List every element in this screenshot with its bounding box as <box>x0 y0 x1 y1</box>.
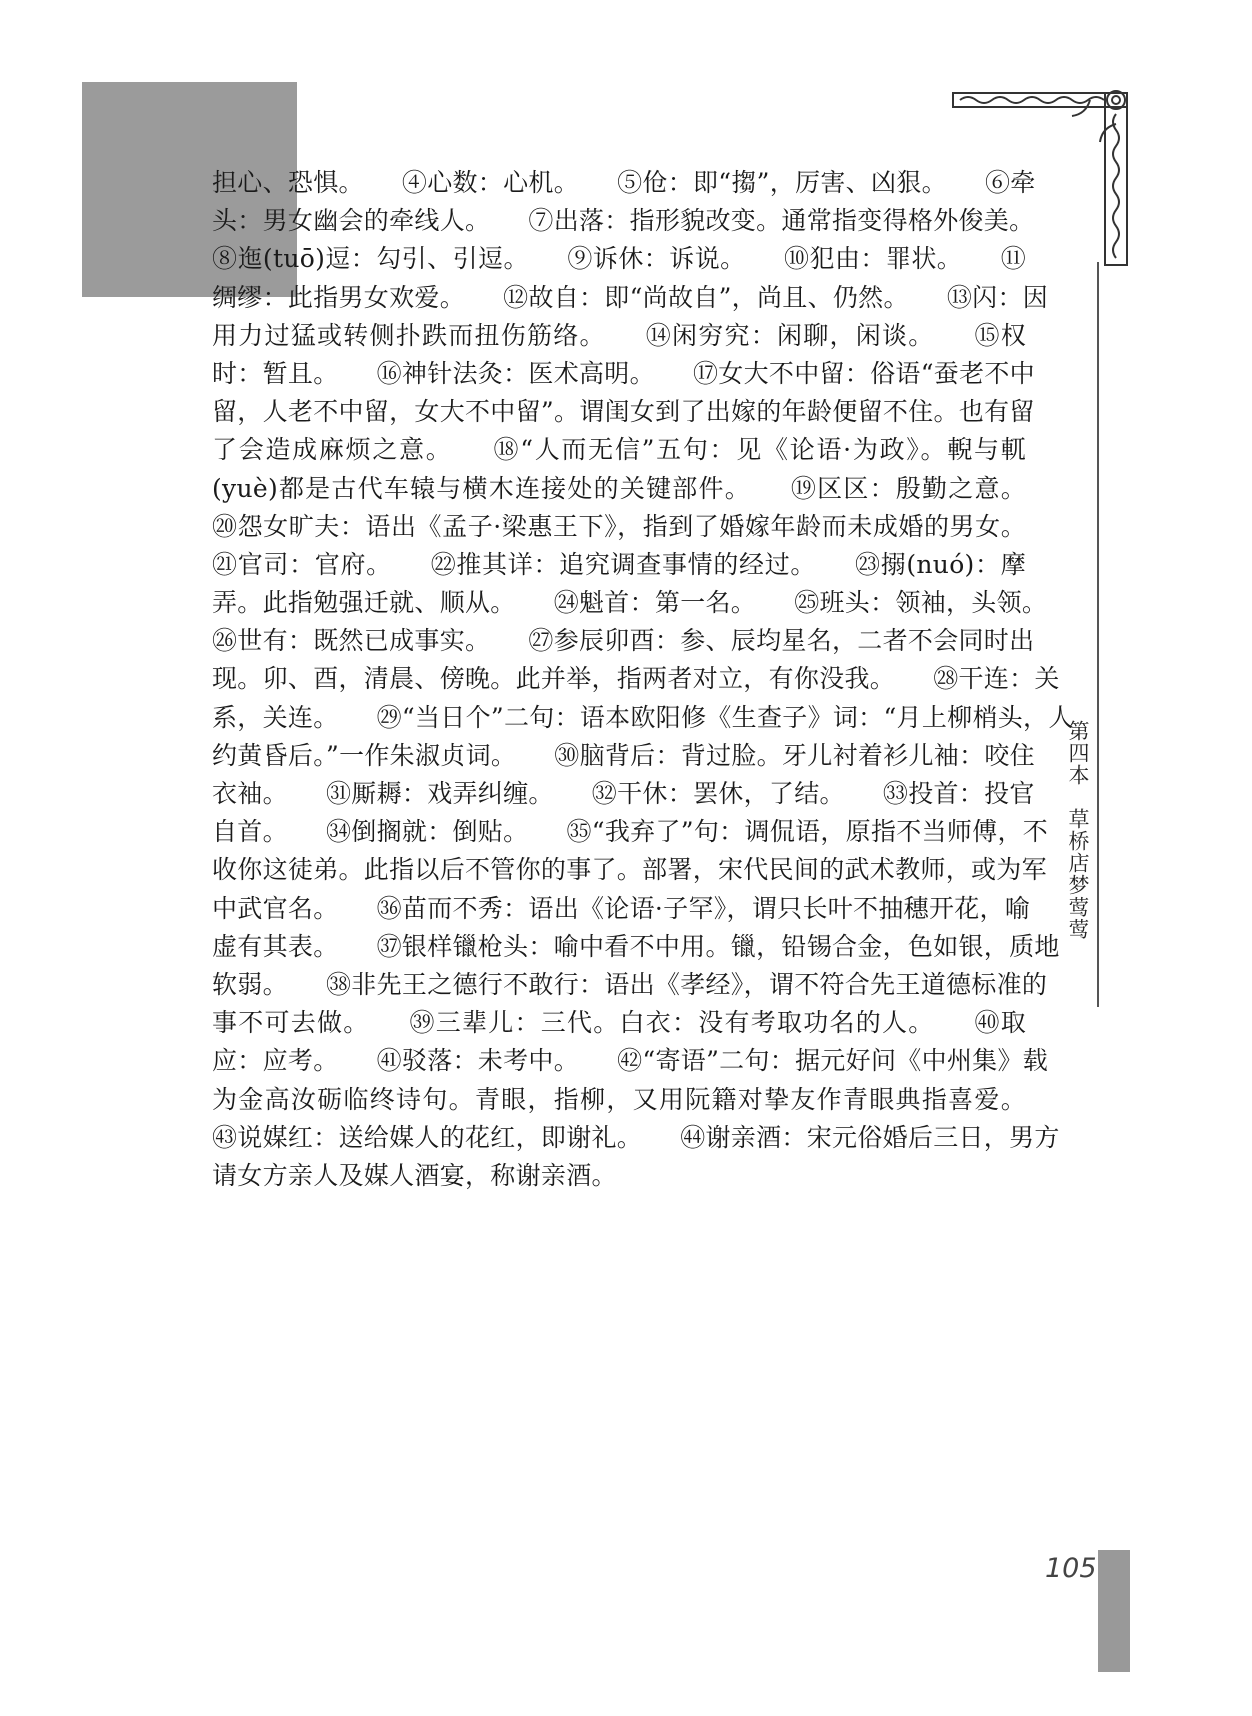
note-line: 了会造成麻烦之意。 ⑱“人而无信”五句：见《论语·为政》。輗与軏 <box>212 435 1026 465</box>
running-head-title: 草桥店梦莺莺 <box>1066 808 1090 940</box>
note-line: 系，关连。 ㉙“当日个”二句：语本欧阳修《生查子》词：“月上柳梢头，人 <box>212 702 1074 732</box>
note-line: 收你这徒弟。此指以后不管你的事了。部署，宋代民间的武术教师，或为军 <box>212 855 1047 885</box>
note-line: ⑳怨女旷夫：语出《孟子·梁惠王下》，指到了婚嫁年龄而未成婚的男女。 <box>212 511 1026 541</box>
note-line: 中武官名。 ㊱苗而不秀：语出《论语·子罕》，谓只长叶不抽穗开花，喻 <box>212 893 1031 923</box>
note-line: 应：应考。 ㊶驳落：未考中。 ㊷“寄语”二句：据元好问《中州集》载 <box>212 1046 1049 1076</box>
note-line: (yuè)都是古代车辕与横木连接处的关键部件。 ⑲区区：殷勤之意。 <box>212 473 1026 503</box>
page-number-bar <box>1098 1550 1130 1672</box>
note-line: 担心、恐惧。 ④心数：心机。 ⑤伧：即“搊”，厉害、凶狠。 ⑥牵 <box>212 168 1036 197</box>
running-head <box>1060 720 1090 940</box>
note-line: 事不可去做。 ㊴三辈儿：三代。白衣：没有考取功名的人。 ㊵取 <box>212 1008 1026 1038</box>
note-line: ㉑官司：官府。 ㉒推其详：追究调查事情的经过。 ㉓搦(nuó)：摩 <box>212 549 1026 579</box>
note-line: ⑧迤(tuō)逗：勾引、引逗。 ⑨诉休：诉说。 ⑩犯由：罪状。 ⑪ <box>212 244 1026 274</box>
note-line: 虚有其表。 ㊲银样镴枪头：喻中看不中用。镴，铅锡合金，色如银，质地 <box>212 931 1060 961</box>
running-head-act: 第四本 <box>1066 720 1090 786</box>
note-line: 自首。 ㉞倒搁就：倒贴。 ㉟“我弃了”句：调侃语，原指不当师傅，不 <box>212 817 1049 847</box>
note-line: 头：男女幽会的牵线人。 ⑦出落：指形貌改变。通常指变得格外俊美。 <box>212 206 1035 236</box>
note-line: 衣袖。 ㉛厮耨：戏弄纠缠。 ㉜干休：罢休，了结。 ㉝投首：投官 <box>212 779 1035 808</box>
note-line: 为金高汝砺临终诗句。青眼，指柳，又用阮籍对挚友作青眼典指喜爱。 <box>212 1084 1026 1114</box>
note-line: 约黄昏后。”一作朱淑贞词。 ㉚脑背后：背过脸。牙儿衬着衫儿袖：咬住 <box>212 740 1035 770</box>
note-line: 现。卯、酉，清晨、傍晚。此并举，指两者对立，有你没我。 ㉘干连：关 <box>212 664 1060 694</box>
note-line: ㊸说媒红：送给媒人的花红，即谢礼。 ㊹谢亲酒：宋元俗婚后三日，男方 <box>212 1122 1060 1152</box>
page-number: 105 <box>1045 1553 1097 1584</box>
note-line: 留，人老不中留，女大不中留”。谓闺女到了出嫁的年龄便留不住。也有留 <box>212 397 1035 427</box>
note-line: 软弱。 ㊳非先王之德行不敢行：语出《孝经》，谓不符合先王道德标准的 <box>212 969 1048 999</box>
note-line: 弄。此指勉强迁就、顺从。 ㉔魁首：第一名。 ㉕班头：领袖，头领。 <box>212 588 1048 618</box>
note-line: 绸缪：此指男女欢爱。 ⑫故自：即“尚故自”，尚且、仍然。 ⑬闪：因 <box>212 282 1049 312</box>
note-line: 请女方亲人及媒人酒宴，称谢亲酒。 <box>212 1160 617 1190</box>
running-head-gap <box>1066 786 1090 808</box>
note-line: ㉖世有：既然已成事实。 ㉗参辰卯酉：参、辰均星名，二者不会同时出 <box>212 626 1035 656</box>
note-line: 用力过猛或转侧扑跌而扭伤筋络。 ⑭闲穷究：闲聊，闲谈。 ⑮权 <box>212 320 1026 350</box>
margin-rule <box>1097 262 1099 1007</box>
annotation-notes <box>212 164 1074 1195</box>
note-line: 时：暂且。 ⑯神针法灸：医术高明。 ⑰女大不中留：俗语“蚕老不中 <box>212 358 1035 388</box>
